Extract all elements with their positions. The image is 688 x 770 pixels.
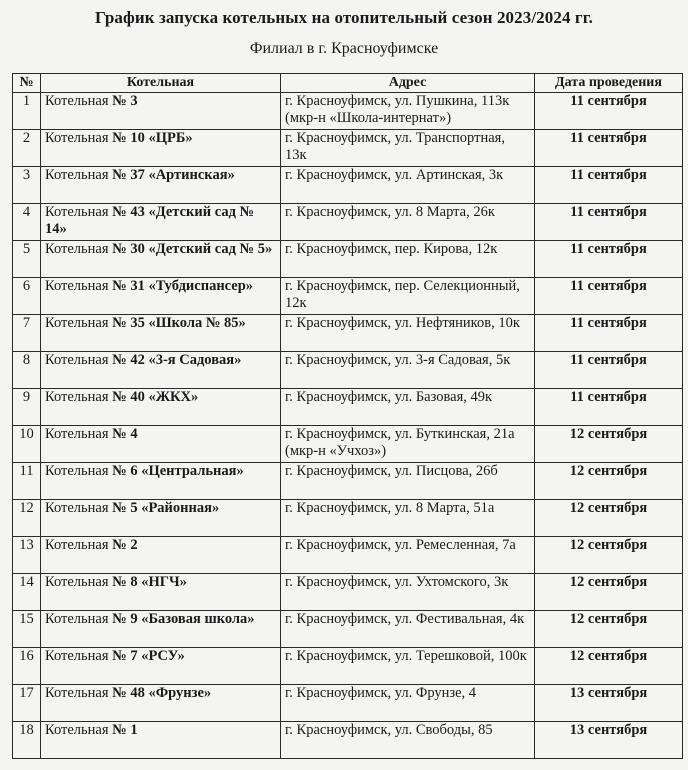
boiler-prefix: Котельная: [45, 426, 113, 442]
boiler-name-cell: [41, 130, 281, 167]
date-cell: 11 сентября: [535, 278, 683, 315]
boiler-name: № 7 «РСУ»: [112, 648, 185, 664]
date-cell: 11 сентября: [535, 167, 683, 204]
address-cell: г. Красноуфимск, ул. Буткинская, 21а (мкр-н «Учхоз»): [281, 426, 535, 463]
boiler-prefix: Котельная: [45, 611, 113, 627]
boiler-name-cell: [41, 204, 281, 241]
table-row: [13, 130, 683, 167]
table-row: [13, 537, 683, 574]
row-number: 18: [13, 722, 41, 759]
boiler-name: № 35 «Школа № 85»: [112, 315, 246, 331]
boiler-name: № 30 «Детский сад № 5»: [112, 241, 273, 257]
table-row: [13, 574, 683, 611]
table-row: [13, 389, 683, 426]
boiler-name: № 43 «Детский сад № 14»: [45, 204, 255, 237]
boiler-name: № 42 «3-я Садовая»: [112, 352, 242, 368]
date-cell: 11 сентября: [535, 93, 683, 130]
boiler-prefix: Котельная: [45, 315, 113, 331]
date-cell: 13 сентября: [535, 685, 683, 722]
boiler-prefix: Котельная: [45, 463, 113, 479]
boiler-name: № 4: [112, 426, 138, 442]
row-number: 17: [13, 685, 41, 722]
date-cell: 12 сентября: [535, 500, 683, 537]
address-cell: г. Красноуфимск, ул. Писцова, 26б: [281, 463, 535, 500]
boiler-name: № 5 «Районная»: [112, 500, 220, 516]
address-cell: г. Красноуфимск, ул. 8 Марта, 26к: [281, 204, 535, 241]
table-row: [13, 93, 683, 130]
boiler-name: № 3: [112, 93, 138, 109]
boiler-name-cell: [41, 241, 281, 278]
boiler-name-cell: [41, 685, 281, 722]
boiler-name-cell: [41, 463, 281, 500]
table-row: [13, 278, 683, 315]
boiler-prefix: Котельная: [45, 648, 113, 664]
boiler-name-cell: [41, 648, 281, 685]
row-number: 8: [13, 352, 41, 389]
header-address: Адрес: [281, 74, 535, 93]
boiler-name-cell: [41, 722, 281, 759]
boiler-name-cell: [41, 167, 281, 204]
boiler-prefix: Котельная: [45, 537, 113, 553]
boiler-name-cell: [41, 352, 281, 389]
date-cell: 12 сентября: [535, 537, 683, 574]
date-cell: 11 сентября: [535, 130, 683, 167]
address-cell: г. Красноуфимск, ул. Фрунзе, 4: [281, 685, 535, 722]
row-number: 10: [13, 426, 41, 463]
address-cell: г. Красноуфимск, ул. Артинская, 3к: [281, 167, 535, 204]
table-row: [13, 685, 683, 722]
boiler-name: № 40 «ЖКХ»: [112, 389, 199, 405]
row-number: 16: [13, 648, 41, 685]
row-number: 9: [13, 389, 41, 426]
row-number: 11: [13, 463, 41, 500]
boiler-name-cell: [41, 278, 281, 315]
document-title: График запуска котельных на отопительный сезон 2023/2024 гг.: [95, 8, 593, 27]
boiler-name-cell: [41, 574, 281, 611]
boiler-name-cell: [41, 426, 281, 463]
table-row: [13, 241, 683, 278]
boiler-name-cell: [41, 389, 281, 426]
document-subtitle: Филиал в г. Красноуфимске: [249, 40, 439, 57]
row-number: 7: [13, 315, 41, 352]
boiler-prefix: Котельная: [45, 130, 113, 146]
boiler-prefix: Котельная: [45, 574, 113, 590]
row-number: 1: [13, 93, 41, 130]
address-cell: г. Красноуфимск, пер. Кирова, 12к: [281, 241, 535, 278]
table-row: [13, 500, 683, 537]
table-row: [13, 352, 683, 389]
boiler-name-cell: [41, 315, 281, 352]
date-cell: 12 сентября: [535, 611, 683, 648]
boiler-prefix: Котельная: [45, 278, 113, 294]
boiler-prefix: Котельная: [45, 685, 113, 701]
address-cell: г. Красноуфимск, ул. 8 Марта, 51а: [281, 500, 535, 537]
date-cell: 12 сентября: [535, 648, 683, 685]
boiler-name-cell: [41, 500, 281, 537]
address-cell: г. Красноуфимск, ул. Ремесленная, 7а: [281, 537, 535, 574]
address-cell: г. Красноуфимск, ул. Пушкина, 113к (мкр-н «Школа-интернат»): [281, 93, 535, 130]
date-cell: 12 сентября: [535, 574, 683, 611]
row-number: 2: [13, 130, 41, 167]
boiler-name: № 1: [112, 722, 138, 738]
date-cell: 11 сентября: [535, 389, 683, 426]
date-cell: 11 сентября: [535, 315, 683, 352]
table-row: [13, 648, 683, 685]
table-row: [13, 611, 683, 648]
schedule-table: [12, 73, 683, 759]
boiler-prefix: Котельная: [45, 722, 113, 738]
boiler-name: № 10 «ЦРБ»: [112, 130, 193, 146]
boiler-name: № 9 «Базовая школа»: [112, 611, 255, 627]
row-number: 12: [13, 500, 41, 537]
boiler-name: № 6 «Центральная»: [112, 463, 244, 479]
row-number: 6: [13, 278, 41, 315]
table-row: [13, 167, 683, 204]
header-date: Дата проведения: [535, 74, 683, 93]
address-cell: г. Красноуфимск, ул. Базовая, 49к: [281, 389, 535, 426]
header-boiler: Котельная: [41, 74, 281, 93]
address-cell: г. Красноуфимск, пер. Селекционный, 12к: [281, 278, 535, 315]
table-row: [13, 463, 683, 500]
row-number: 5: [13, 241, 41, 278]
header-number: №: [13, 74, 41, 93]
boiler-name-cell: [41, 537, 281, 574]
row-number: 13: [13, 537, 41, 574]
boiler-prefix: Котельная: [45, 204, 113, 220]
address-cell: г. Красноуфимск, ул. Нефтяников, 10к: [281, 315, 535, 352]
address-cell: г. Красноуфимск, ул. 3-я Садовая, 5к: [281, 352, 535, 389]
boiler-name: № 31 «Тубдиспансер»: [112, 278, 254, 294]
address-cell: г. Красноуфимск, ул. Фестивальная, 4к: [281, 611, 535, 648]
boiler-name-cell: [41, 611, 281, 648]
table-row: [13, 315, 683, 352]
boiler-name-cell: [41, 93, 281, 130]
address-cell: г. Красноуфимск, ул. Свободы, 85: [281, 722, 535, 759]
table-row: [13, 722, 683, 759]
address-cell: г. Красноуфимск, ул. Терешковой, 100к: [281, 648, 535, 685]
boiler-name: № 2: [112, 537, 138, 553]
date-cell: 12 сентября: [535, 463, 683, 500]
address-cell: г. Красноуфимск, ул. Ухтомского, 3к: [281, 574, 535, 611]
address-cell: г. Красноуфимск, ул. Транспортная, 13к: [281, 130, 535, 167]
table-body: [13, 93, 683, 759]
boiler-prefix: Котельная: [45, 500, 113, 516]
boiler-name: № 48 «Фрунзе»: [112, 685, 212, 701]
date-cell: 13 сентября: [535, 722, 683, 759]
table-row: [13, 426, 683, 463]
boiler-name: № 37 «Артинская»: [112, 167, 235, 183]
table-header-row: [13, 74, 683, 93]
boiler-prefix: Котельная: [45, 167, 113, 183]
date-cell: 11 сентября: [535, 204, 683, 241]
date-cell: 11 сентября: [535, 241, 683, 278]
date-cell: 12 сентября: [535, 426, 683, 463]
row-number: 14: [13, 574, 41, 611]
boiler-name: № 8 «НГЧ»: [112, 574, 187, 590]
date-cell: 11 сентября: [535, 352, 683, 389]
boiler-prefix: Котельная: [45, 241, 113, 257]
boiler-prefix: Котельная: [45, 389, 113, 405]
table-row: [13, 204, 683, 241]
row-number: 4: [13, 204, 41, 241]
row-number: 15: [13, 611, 41, 648]
boiler-prefix: Котельная: [45, 93, 113, 109]
boiler-prefix: Котельная: [45, 352, 113, 368]
row-number: 3: [13, 167, 41, 204]
